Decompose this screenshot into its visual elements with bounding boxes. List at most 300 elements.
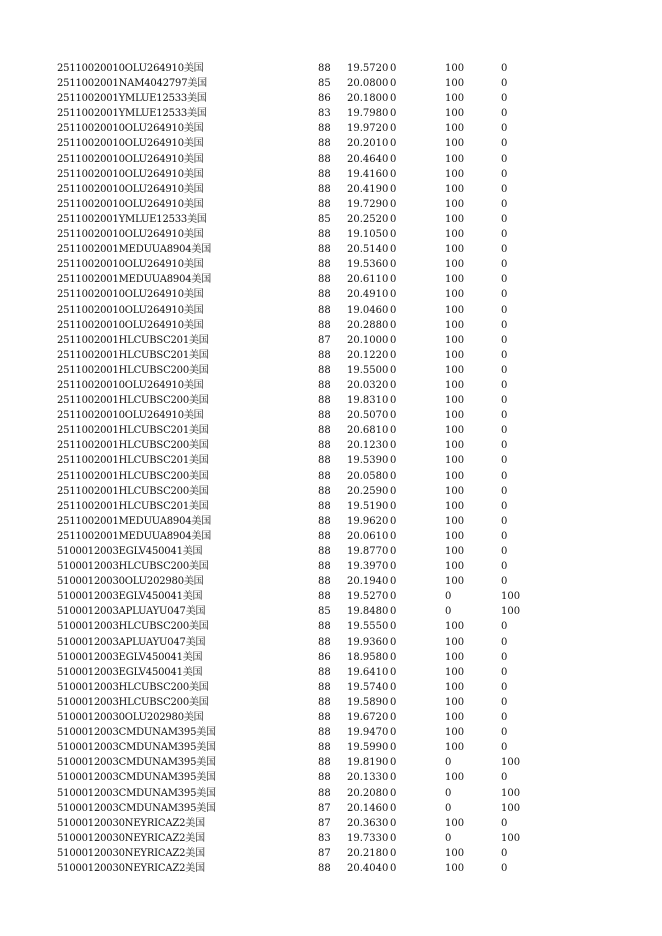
cell-zero: 0: [390, 832, 397, 844]
cell-percent-b: 0: [501, 651, 508, 663]
cell-percent-b: 0: [501, 455, 508, 467]
cell-zero: 0: [390, 379, 397, 391]
cell-zero: 0: [390, 138, 397, 150]
table-row: [0, 76, 662, 91]
cell-percent-a: 0: [445, 606, 452, 618]
cell-percent-a: 100: [445, 546, 465, 557]
cell-weight: 20.5140: [347, 244, 389, 256]
cell-percent-a: 100: [445, 274, 465, 286]
cell-zero: 0: [390, 530, 397, 542]
cell-zero: 0: [390, 395, 397, 407]
cell-percent-b: 0: [501, 727, 508, 739]
cell-percent-b: 0: [501, 334, 508, 346]
cell-quantity: 88: [318, 440, 331, 452]
cell-weight: 19.9360: [347, 636, 389, 648]
table-row: [0, 106, 662, 121]
cell-quantity: 88: [318, 364, 331, 376]
cell-quantity: 86: [318, 651, 331, 663]
cell-percent-a: 100: [445, 259, 465, 271]
cell-weight: 19.5190: [347, 500, 389, 512]
cell-zero: 0: [390, 712, 397, 724]
cell-code-country: 5100012003CMDUNAM395美国: [57, 742, 216, 754]
cell-percent-b: 0: [501, 274, 508, 286]
cell-code-country: 2511002001MEDUUA8904美国: [57, 244, 211, 256]
cell-percent-a: 100: [445, 862, 465, 874]
cell-percent-a: 100: [445, 681, 465, 693]
cell-weight: 19.5740: [347, 681, 389, 693]
cell-percent-b: 100: [501, 802, 521, 814]
cell-zero: 0: [390, 787, 397, 799]
cell-weight: 20.1460: [347, 802, 389, 814]
cell-zero: 0: [390, 153, 397, 165]
table-row: [0, 846, 662, 861]
cell-percent-a: 100: [445, 153, 465, 165]
cell-percent-b: 0: [501, 138, 508, 150]
cell-weight: 19.5360: [347, 259, 389, 271]
cell-quantity: 88: [318, 576, 331, 588]
cell-weight: 20.4190: [347, 183, 389, 195]
table-row: [0, 499, 662, 514]
cell-weight: 20.1940: [347, 576, 389, 588]
cell-weight: 19.6720: [347, 712, 389, 724]
cell-percent-b: 0: [501, 621, 508, 633]
cell-code-country: 25110020010OLU264910美国: [57, 123, 204, 135]
cell-quantity: 88: [318, 500, 331, 512]
cell-code-country: 25110020010OLU264910美国: [57, 138, 204, 150]
cell-code-country: 25110020010OLU264910美国: [57, 168, 204, 180]
cell-percent-a: 100: [445, 651, 465, 663]
cell-weight: 20.3630: [347, 817, 389, 829]
cell-quantity: 88: [318, 515, 331, 527]
cell-percent-b: 0: [501, 183, 508, 195]
cell-percent-a: 100: [445, 817, 465, 829]
cell-percent-a: 100: [445, 410, 465, 422]
cell-percent-b: 0: [501, 364, 508, 376]
table-row: [0, 514, 662, 529]
cell-quantity: 88: [318, 304, 331, 316]
cell-code-country: 2511002001HLCUBSC201美国: [57, 349, 209, 361]
table-row: [0, 91, 662, 106]
cell-zero: 0: [390, 500, 397, 512]
cell-code-country: 5100012003CMDUNAM395美国: [57, 757, 216, 769]
cell-percent-a: 100: [445, 349, 465, 361]
cell-percent-a: 100: [445, 108, 465, 120]
spreadsheet-table: [0, 61, 662, 876]
cell-code-country: 51000120030OLU202980美国: [57, 712, 204, 724]
cell-percent-b: 0: [501, 63, 508, 74]
cell-percent-a: 100: [445, 334, 465, 346]
cell-zero: 0: [390, 681, 397, 693]
cell-weight: 20.4910: [347, 289, 389, 301]
cell-code-country: 51000120030NEYRICAZ2美国: [57, 832, 205, 844]
table-row: [0, 303, 662, 318]
cell-zero: 0: [390, 470, 397, 482]
cell-weight: 20.2880: [347, 319, 389, 331]
cell-code-country: 2511002001HLCUBSC201美国: [57, 500, 209, 512]
table-row: [0, 816, 662, 831]
cell-zero: 0: [390, 78, 397, 90]
cell-quantity: 88: [318, 546, 331, 557]
cell-percent-a: 100: [445, 304, 465, 316]
cell-weight: 20.2520: [347, 213, 389, 225]
table-row: [0, 212, 662, 227]
cell-zero: 0: [390, 440, 397, 452]
cell-zero: 0: [390, 742, 397, 754]
cell-percent-a: 100: [445, 213, 465, 225]
table-row: [0, 182, 662, 197]
cell-percent-a: 100: [445, 772, 465, 784]
cell-code-country: 5100012003CMDUNAM395美国: [57, 787, 216, 799]
cell-percent-b: 0: [501, 319, 508, 331]
cell-code-country: 5100012003EGLV450041美国: [57, 591, 203, 603]
cell-quantity: 88: [318, 410, 331, 422]
cell-zero: 0: [390, 561, 397, 573]
cell-code-country: 51000120030NEYRICAZ2美国: [57, 862, 205, 874]
cell-code-country: 2511002001MEDUUA8904美国: [57, 515, 211, 527]
cell-zero: 0: [390, 274, 397, 286]
cell-quantity: 88: [318, 696, 331, 708]
cell-weight: 19.7980: [347, 108, 389, 120]
cell-percent-b: 0: [501, 440, 508, 452]
table-row: [0, 680, 662, 695]
table-row: [0, 604, 662, 619]
cell-code-country: 5100012003HLCUBSC200美国: [57, 696, 209, 708]
table-row: [0, 197, 662, 212]
cell-weight: 19.8480: [347, 606, 389, 618]
cell-percent-a: 100: [445, 621, 465, 633]
table-row: [0, 861, 662, 876]
cell-quantity: 88: [318, 636, 331, 648]
cell-percent-a: 100: [445, 198, 465, 210]
cell-weight: 19.1050: [347, 229, 389, 241]
cell-zero: 0: [390, 213, 397, 225]
cell-zero: 0: [390, 862, 397, 874]
cell-weight: 20.5070: [347, 410, 389, 422]
cell-percent-b: 100: [501, 787, 521, 799]
cell-weight: 20.0580: [347, 470, 389, 482]
cell-code-country: 5100012003EGLV450041美国: [57, 666, 203, 678]
cell-weight: 19.3970: [347, 561, 389, 573]
cell-quantity: 88: [318, 319, 331, 331]
cell-quantity: 88: [318, 395, 331, 407]
table-row: [0, 770, 662, 785]
cell-percent-b: 0: [501, 561, 508, 573]
cell-percent-a: 100: [445, 138, 465, 150]
cell-quantity: 87: [318, 802, 331, 814]
cell-percent-b: 0: [501, 244, 508, 256]
table-row: [0, 484, 662, 499]
cell-percent-a: 100: [445, 229, 465, 241]
cell-zero: 0: [390, 651, 397, 663]
cell-zero: 0: [390, 546, 397, 557]
cell-quantity: 88: [318, 862, 331, 874]
cell-weight: 19.8770: [347, 546, 389, 557]
cell-weight: 19.8310: [347, 395, 389, 407]
cell-quantity: 88: [318, 379, 331, 391]
cell-percent-a: 100: [445, 78, 465, 90]
cell-weight: 19.5390: [347, 455, 389, 467]
table-row: [0, 801, 662, 816]
cell-percent-a: 100: [445, 93, 465, 105]
table-row: [0, 559, 662, 574]
cell-percent-a: 100: [445, 168, 465, 180]
cell-weight: 20.4640: [347, 153, 389, 165]
cell-percent-b: 0: [501, 93, 508, 105]
cell-code-country: 5100012003APLUAYU047美国: [57, 636, 206, 648]
cell-quantity: 85: [318, 213, 331, 225]
cell-weight: 20.1230: [347, 440, 389, 452]
cell-percent-a: 100: [445, 847, 465, 859]
cell-zero: 0: [390, 198, 397, 210]
cell-zero: 0: [390, 410, 397, 422]
cell-percent-a: 100: [445, 470, 465, 482]
cell-zero: 0: [390, 666, 397, 678]
cell-weight: 19.6410: [347, 666, 389, 678]
cell-code-country: 2511002001HLCUBSC201美国: [57, 455, 209, 467]
table-row: [0, 167, 662, 182]
table-row: [0, 318, 662, 333]
table-row: [0, 635, 662, 650]
cell-code-country: 2511002001YMLUE12533美国: [57, 108, 207, 120]
cell-percent-b: 0: [501, 108, 508, 120]
cell-quantity: 88: [318, 772, 331, 784]
cell-percent-a: 100: [445, 530, 465, 542]
cell-weight: 19.8190: [347, 757, 389, 769]
cell-quantity: 88: [318, 229, 331, 241]
cell-percent-a: 100: [445, 123, 465, 135]
cell-quantity: 85: [318, 78, 331, 90]
cell-percent-a: 100: [445, 364, 465, 376]
cell-code-country: 2511002001HLCUBSC201美国: [57, 425, 209, 437]
table-row: [0, 725, 662, 740]
cell-weight: 20.1330: [347, 772, 389, 784]
table-row: [0, 272, 662, 287]
cell-quantity: 88: [318, 666, 331, 678]
cell-weight: 19.5550: [347, 621, 389, 633]
cell-quantity: 88: [318, 123, 331, 135]
table-row: [0, 121, 662, 136]
cell-weight: 20.1000: [347, 334, 389, 346]
cell-quantity: 88: [318, 198, 331, 210]
cell-code-country: 2511002001HLCUBSC201美国: [57, 334, 209, 346]
cell-zero: 0: [390, 515, 397, 527]
cell-percent-a: 0: [445, 787, 452, 799]
cell-weight: 20.0610: [347, 530, 389, 542]
cell-percent-a: 100: [445, 244, 465, 256]
cell-percent-b: 0: [501, 168, 508, 180]
cell-code-country: 5100012003EGLV450041美国: [57, 651, 203, 663]
cell-code-country: 25110020010OLU264910美国: [57, 153, 204, 165]
cell-zero: 0: [390, 772, 397, 784]
cell-zero: 0: [390, 334, 397, 346]
table-row: [0, 393, 662, 408]
table-row: [0, 333, 662, 348]
cell-zero: 0: [390, 93, 397, 105]
cell-code-country: 25110020010OLU264910美国: [57, 183, 204, 195]
table-row: [0, 423, 662, 438]
cell-weight: 19.5990: [347, 742, 389, 754]
cell-quantity: 87: [318, 817, 331, 829]
cell-percent-b: 0: [501, 862, 508, 874]
table-row: [0, 831, 662, 846]
table-row: [0, 589, 662, 604]
cell-percent-a: 100: [445, 500, 465, 512]
cell-quantity: 88: [318, 349, 331, 361]
table-row: [0, 242, 662, 257]
cell-percent-b: 100: [501, 606, 521, 618]
table-row: [0, 438, 662, 453]
cell-quantity: 88: [318, 621, 331, 633]
cell-percent-b: 0: [501, 229, 508, 241]
cell-weight: 20.2010: [347, 138, 389, 150]
cell-zero: 0: [390, 455, 397, 467]
cell-percent-a: 100: [445, 485, 465, 497]
cell-weight: 19.5270: [347, 591, 389, 603]
cell-zero: 0: [390, 576, 397, 588]
table-row: [0, 740, 662, 755]
cell-percent-a: 100: [445, 395, 465, 407]
cell-percent-b: 0: [501, 410, 508, 422]
table-row: [0, 257, 662, 272]
cell-weight: 19.5720: [347, 63, 389, 74]
cell-weight: 19.0460: [347, 304, 389, 316]
table-row: [0, 786, 662, 801]
cell-percent-b: 0: [501, 576, 508, 588]
cell-code-country: 25110020010OLU264910美国: [57, 304, 204, 316]
table-row: [0, 348, 662, 363]
cell-weight: 20.6110: [347, 274, 389, 286]
cell-percent-a: 100: [445, 636, 465, 648]
cell-quantity: 87: [318, 334, 331, 346]
cell-code-country: 2511002001NAM4042797美国: [57, 78, 207, 90]
cell-weight: 20.1220: [347, 349, 389, 361]
cell-weight: 20.0320: [347, 379, 389, 391]
cell-percent-a: 100: [445, 63, 465, 74]
cell-percent-b: 0: [501, 213, 508, 225]
table-row: [0, 544, 662, 559]
cell-zero: 0: [390, 319, 397, 331]
cell-code-country: 5100012003HLCUBSC200美国: [57, 561, 209, 573]
table-row: [0, 136, 662, 151]
table-row: [0, 363, 662, 378]
cell-zero: 0: [390, 183, 397, 195]
cell-quantity: 88: [318, 63, 331, 74]
cell-quantity: 88: [318, 727, 331, 739]
cell-percent-a: 100: [445, 455, 465, 467]
cell-zero: 0: [390, 425, 397, 437]
cell-percent-a: 100: [445, 440, 465, 452]
cell-percent-a: 100: [445, 696, 465, 708]
cell-weight: 19.7330: [347, 832, 389, 844]
cell-percent-a: 100: [445, 379, 465, 391]
cell-code-country: 25110020010OLU264910美国: [57, 410, 204, 422]
cell-zero: 0: [390, 847, 397, 859]
cell-code-country: 25110020010OLU264910美国: [57, 229, 204, 241]
table-row: [0, 469, 662, 484]
cell-code-country: 25110020010OLU264910美国: [57, 319, 204, 331]
cell-code-country: 25110020010OLU264910美国: [57, 379, 204, 391]
cell-percent-a: 100: [445, 515, 465, 527]
cell-zero: 0: [390, 349, 397, 361]
cell-percent-b: 0: [501, 696, 508, 708]
cell-code-country: 5100012003HLCUBSC200美国: [57, 621, 209, 633]
table-row: [0, 755, 662, 770]
cell-weight: 18.9580: [347, 651, 389, 663]
cell-quantity: 88: [318, 591, 331, 603]
cell-quantity: 88: [318, 470, 331, 482]
cell-code-country: 25110020010OLU264910美国: [57, 289, 204, 301]
cell-zero: 0: [390, 802, 397, 814]
cell-zero: 0: [390, 304, 397, 316]
cell-code-country: 2511002001HLCUBSC200美国: [57, 395, 209, 407]
table-row: [0, 529, 662, 544]
cell-quantity: 88: [318, 244, 331, 256]
cell-quantity: 83: [318, 108, 331, 120]
cell-code-country: 5100012003HLCUBSC200美国: [57, 681, 209, 693]
cell-percent-a: 0: [445, 832, 452, 844]
cell-code-country: 51000120030OLU202980美国: [57, 576, 204, 588]
cell-quantity: 88: [318, 153, 331, 165]
cell-weight: 20.4040: [347, 862, 389, 874]
cell-percent-b: 0: [501, 546, 508, 557]
cell-zero: 0: [390, 108, 397, 120]
cell-quantity: 88: [318, 168, 331, 180]
cell-percent-b: 0: [501, 847, 508, 859]
cell-zero: 0: [390, 485, 397, 497]
cell-quantity: 83: [318, 832, 331, 844]
cell-percent-b: 100: [501, 832, 521, 844]
cell-percent-b: 0: [501, 712, 508, 724]
cell-percent-b: 0: [501, 425, 508, 437]
cell-percent-b: 0: [501, 817, 508, 829]
cell-code-country: 2511002001YMLUE12533美国: [57, 93, 207, 105]
cell-code-country: 2511002001HLCUBSC200美国: [57, 364, 209, 376]
table-row: [0, 408, 662, 423]
cell-percent-b: 0: [501, 198, 508, 210]
table-row: [0, 378, 662, 393]
cell-weight: 20.0800: [347, 78, 389, 90]
cell-quantity: 88: [318, 259, 331, 271]
cell-zero: 0: [390, 123, 397, 135]
cell-percent-b: 0: [501, 78, 508, 90]
cell-zero: 0: [390, 606, 397, 618]
cell-percent-a: 100: [445, 727, 465, 739]
cell-quantity: 88: [318, 274, 331, 286]
cell-quantity: 88: [318, 289, 331, 301]
cell-code-country: 5100012003CMDUNAM395美国: [57, 802, 216, 814]
cell-weight: 19.7290: [347, 198, 389, 210]
cell-code-country: 51000120030NEYRICAZ2美国: [57, 817, 205, 829]
cell-quantity: 85: [318, 606, 331, 618]
cell-weight: 19.9720: [347, 123, 389, 135]
table-row: [0, 695, 662, 710]
cell-quantity: 88: [318, 742, 331, 754]
cell-zero: 0: [390, 63, 397, 74]
cell-percent-b: 100: [501, 757, 521, 769]
cell-quantity: 88: [318, 712, 331, 724]
cell-percent-a: 0: [445, 757, 452, 769]
cell-weight: 20.2080: [347, 787, 389, 799]
cell-weight: 19.4160: [347, 168, 389, 180]
cell-percent-b: 0: [501, 742, 508, 754]
cell-percent-b: 0: [501, 289, 508, 301]
table-row: [0, 710, 662, 725]
cell-weight: 20.2590: [347, 485, 389, 497]
cell-code-country: 2511002001HLCUBSC200美国: [57, 485, 209, 497]
table-row: [0, 152, 662, 167]
cell-percent-a: 100: [445, 319, 465, 331]
cell-quantity: 88: [318, 183, 331, 195]
